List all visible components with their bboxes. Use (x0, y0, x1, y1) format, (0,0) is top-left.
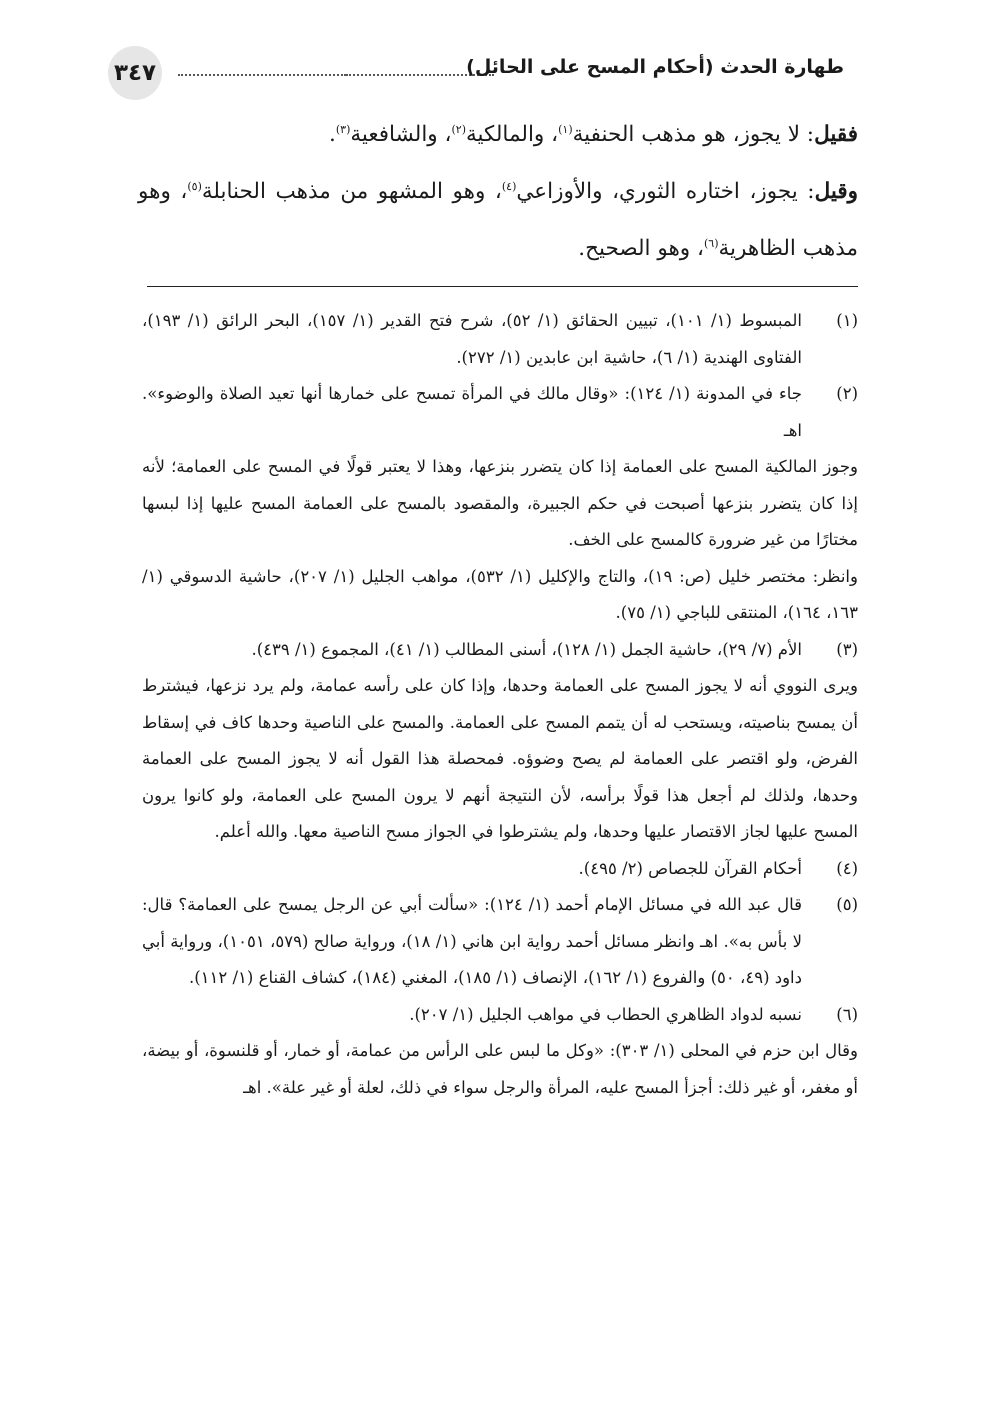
main-text (138, 106, 858, 277)
footnote-separator (147, 286, 858, 287)
footnotes (142, 303, 858, 1106)
footnote-2-paragraph: وانظر: مختصر خليل (ص: ١٩)، والتاج والإكليل (١/ ٥٣٢)، مواهب الجليل (١/ ٢٠٧)، حاشية الدسوقي (١/ ١٦٣، ١٦٤)، المنتقى للباجي (١/ ٧٥). (142, 566, 858, 622)
footnote-5: (٥) قال عبد الله في مسائل الإمام أحمد (١/ ١٢٤): «سألت أبي عن الرجل يمسح على العمامة؟ قال: لا بأس به». اهـ وانظر مسائل أحمد رواية ابن هاني (١/ ١٨)، ورواية صالح (٥٧٩، ١٠٥١)، ورواية أبي داود (٤٩، ٥٠) والفروع (١/ ١٦٢)، الإنصاف (١/ ١٨٥)، المغني (١٨٤)، كشاف القناع (١/ ١١٢). (142, 887, 858, 997)
footnote-3: (٣) الأم (٧/ ٢٩)، حاشية الجمل (١/ ١٢٨)، أسنى المطالب (١/ ٤١)، المجموع (١/ ٤٣٩). (142, 632, 858, 669)
running-title: طهارة الحدث (أحكام المسح على الحائل) (466, 56, 844, 78)
page-header (108, 46, 844, 96)
footnote-6: (٦) نسبه لدواد الظاهري الحطاب في مواهب الجليل (١/ ٢٠٧). (142, 997, 858, 1034)
footnote-ref[interactable]: (٥) (187, 179, 202, 193)
lead-word: وقيل (814, 179, 858, 204)
footnote-ref[interactable]: (٦) (703, 236, 719, 250)
footnote-6-paragraph: وقال ابن حزم في المحلى (١/ ٣٠٣): «وكل ما لبس على الرأس من عمامة، أو خمار، أو قلنسوة، أو بيضة، أو مغفر، أو غير ذلك: أجزأ المسح عليه، المرأة والرجل سواء في ذلك، لعلة أو غير علة». اهـ (142, 1041, 858, 1097)
footnote-2-paragraph: وجوز المالكية المسح على العمامة إذا كان يتضرر بنزعها، وهذا لا يعتبر قولًا في المسح على العمامة؛ لأنه إذا كان يتضرر بنزعها أصبحت في حكم الجبيرة، والمقصود بالمسح على العمامة المسح عليها إذا لبسها مختارًا من غير ضرورة كالمسح على الخف. (142, 457, 858, 549)
footnote-3-paragraph: ويرى النووي أنه لا يجوز المسح على العمامة وحدها، وإذا كان على رأسه عمامة، ولم يرد نزعها، فيشترط أن يمسح بناصيته، ويستحب له أن يتمم المسح على العمامة. والمسح على الناصية وحدها كاف في إسقاط الفرض، ولو اقتصر على العمامة لم يصح وضوؤه. فمحصلة هذا القول أنه لا يجوز المسح على العمامة وحدها، ولذلك لم أجعل هذا قولًا برأسه، لأن النتيجة أنهم لا يرون المسح على العمامة، ولو كانوا يرون المسح عليها لجاز الاقتصار عليها وحدها، ولم يشترطوا في الجواز مسح الناصية معها. والله أعلم. (142, 676, 858, 841)
footnote-ref[interactable]: (٣) (335, 122, 351, 136)
footnote-ref[interactable]: (٢) (451, 122, 466, 136)
footnote-number: (١) (836, 311, 858, 330)
page-number: ٣٤٧ (108, 46, 162, 100)
paragraph-2: وقيل: يجوز، اختاره الثوري، والأوزاعي$^{(٤)}$، وهو المشهو من مذهب الحنابلة$^{(٥)}$، وهو مذهب الظاهرية$^{(٦)}$، وهو الصحيح. (138, 179, 858, 261)
leader-dots-left (178, 74, 346, 76)
footnote-4: (٤) أحكام القرآن للجصاص (٢/ ٤٩٥). (142, 851, 858, 888)
footnote-1: (١) المبسوط (١/ ١٠١)، تبيين الحقائق (١/ ٥٢)، شرح فتح القدير (١/ ١٥٧)، البحر الرائق (١/ ١٩٣)، الفتاوى الهندية (١/ ٦)، حاشية ابن عابدين (١/ ٢٧٢). (142, 303, 858, 376)
footnote-2: (٢) جاء في المدونة (١/ ١٢٤): «وقال مالك في المرأة تمسح على خمارها أنها تعيد الصلاة والوضوء». اهـ (142, 376, 858, 449)
footnote-number: (٣) (836, 639, 858, 659)
footnote-ref[interactable]: (١) (558, 122, 573, 136)
footnote-ref[interactable]: (٤) (501, 179, 517, 193)
footnote-number: (٤) (836, 858, 858, 878)
paragraph-1: فقيل: لا يجوز، هو مذهب الحنفية$^{(١)}$، والمالكية$^{(٢)}$، والشافعية$^{(٣)}$. (329, 122, 858, 147)
footnote-number: (٥) (836, 895, 858, 914)
lead-word: فقيل (814, 122, 858, 147)
footnote-number: (٦) (836, 1004, 858, 1024)
footnote-number: (٢) (836, 384, 858, 403)
